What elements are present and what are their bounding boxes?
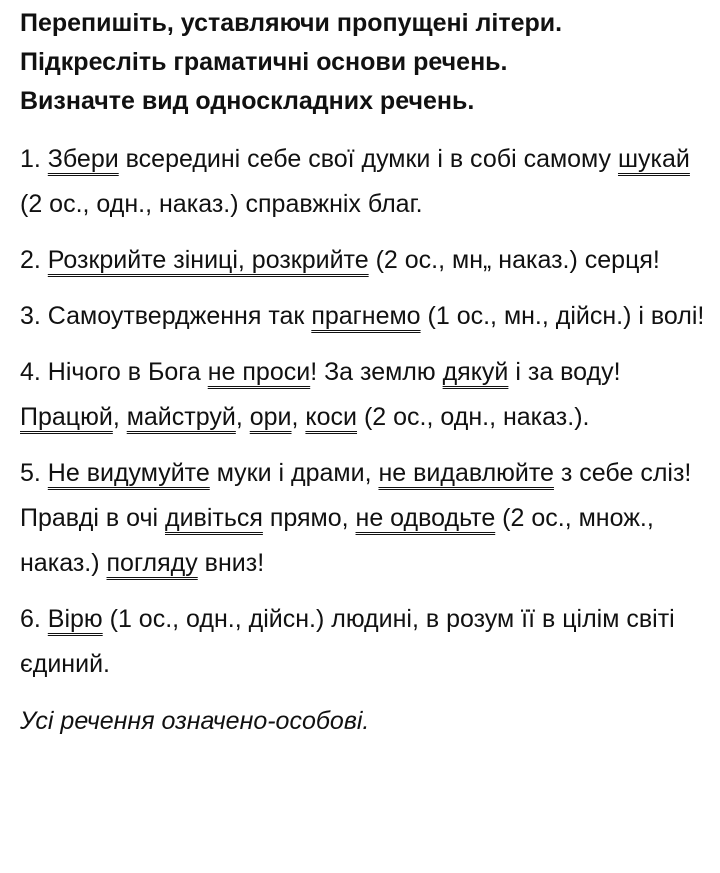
grammatical-basis: Не видумуйте [47,459,210,487]
task-line-3: Визначте вид односкладних речень. [20,87,475,115]
sentence-1 [20,137,710,227]
grammatical-basis: шукай [617,145,690,173]
sentence-text: Самоутвердження так [47,302,312,330]
grammatical-basis: коси [305,403,358,431]
grammatical-basis: Збери [47,145,119,173]
grammatical-basis: ори [249,403,292,431]
sentence-text: муки і драми, [209,459,379,487]
sentence-text: Нічого в Бога [47,358,208,386]
sentence-3 [20,294,710,339]
sentence-number: 2. [20,246,48,274]
sentence-text: (2 ос., мн„ наказ.) серця! [368,246,660,274]
grammatical-basis: дякуй [442,358,509,386]
sentence-5 [20,451,710,586]
grammatical-basis: не одводьте [355,504,496,532]
sentence-number: 5. [20,459,48,487]
grammatical-basis: Вірю [47,605,103,633]
sentence-text: (2 ос., одн., наказ.) справжніх благ. [20,190,423,218]
sentence-text: і за воду! [508,358,621,386]
sentence-text: вниз! [197,549,265,577]
sentence-text: (1 ос., одн., дійсн.) людині, в розум її в цілім світі єдиний. [20,605,675,678]
conclusion: Усі речення означено-особові. [20,707,370,735]
sentence-text: (2 ос., одн., наказ.). [357,403,590,431]
sentence-text: (2 ос., множ., наказ.) [20,504,654,577]
sentence-text: прямо, [262,504,356,532]
sentence-6 [20,597,710,687]
task-line-2: Підкресліть граматичні основи речень. [20,48,508,76]
sentence-text: , [235,403,250,431]
grammatical-basis: Розкрийте зіниці, розкрийте [47,246,369,274]
grammatical-basis: Працюй [20,403,113,431]
sentence-2 [20,238,710,283]
sentence-number: 6. [20,605,48,633]
sentence-number: 1. [20,145,48,173]
task-line-1: Перепишіть, уставляючи пропущені літери. [20,9,563,37]
grammatical-basis: прагнемо [311,302,421,330]
task-instructions [20,4,710,121]
grammatical-basis: не проси [207,358,311,386]
grammatical-basis: погляду [106,549,198,577]
sentence-number: 4. [20,358,48,386]
sentence-text: з себе сліз! Правді в очі [20,459,692,532]
exercise-document [20,4,710,741]
sentence-text: , [112,403,127,431]
sentence-text: всередині себе свої думки і в собі самому [118,145,618,173]
grammatical-basis: майструй [126,403,236,431]
sentence-text: , [291,403,306,431]
sentence-text: ! За землю [310,358,443,386]
sentence-number: 3. [20,302,48,330]
grammatical-basis: не видавлюйте [378,459,554,487]
sentence-4 [20,350,710,440]
sentence-text: (1 ос., мн., дійсн.) і волі! [420,302,705,330]
grammatical-basis: дивіться [164,504,263,532]
